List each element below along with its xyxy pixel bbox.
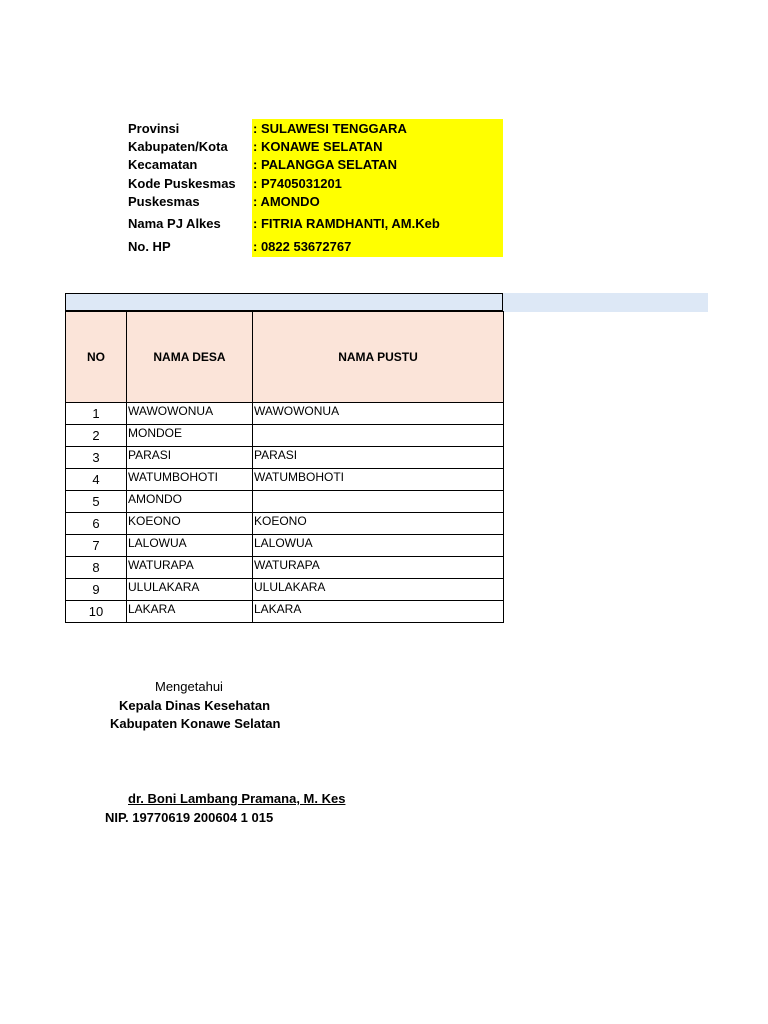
table-band: [65, 293, 503, 311]
cell-pustu: LAKARA: [253, 601, 504, 623]
info-value-provinsi: : SULAWESI TENGGARA: [253, 121, 407, 136]
cell-pustu: WAWOWONUA: [253, 403, 504, 425]
village-table: [65, 311, 504, 623]
cell-desa: KOEONO: [127, 513, 253, 535]
signatory-name: dr. Boni Lambang Pramana, M. Kes: [128, 791, 346, 806]
cell-no: 3: [66, 447, 127, 469]
header-nama-pustu: NAMA PUSTU: [253, 312, 504, 403]
table-row: [66, 513, 504, 535]
info-label-pj-alkes: Nama PJ Alkes: [128, 216, 221, 231]
cell-pustu: WATUMBOHOTI: [253, 469, 504, 491]
cell-no: 6: [66, 513, 127, 535]
info-label-no-hp: No. HP: [128, 239, 171, 254]
cell-no: 7: [66, 535, 127, 557]
cell-no: 9: [66, 579, 127, 601]
cell-no: 2: [66, 425, 127, 447]
table-row: [66, 469, 504, 491]
cell-pustu: PARASI: [253, 447, 504, 469]
table-row: [66, 447, 504, 469]
cell-no: 1: [66, 403, 127, 425]
cell-desa: LAKARA: [127, 601, 253, 623]
table-row: [66, 535, 504, 557]
signatory-nip: NIP. 19770619 200604 1 015: [105, 810, 274, 825]
cell-desa: LALOWUA: [127, 535, 253, 557]
cell-desa: PARASI: [127, 447, 253, 469]
cell-pustu: LALOWUA: [253, 535, 504, 557]
info-value-pj-alkes: : FITRIA RAMDHANTI, AM.Keb: [253, 216, 440, 231]
header-no: NO: [66, 312, 127, 403]
cell-desa: WAWOWONUA: [127, 403, 253, 425]
table-header-row: [66, 312, 504, 403]
signatory-title-2: Kabupaten Konawe Selatan: [110, 716, 281, 731]
header-nama-desa: NAMA DESA: [127, 312, 253, 403]
info-value-kabupaten: : KONAWE SELATAN: [253, 139, 383, 154]
cell-pustu: WATURAPA: [253, 557, 504, 579]
info-label-puskesmas: Puskesmas: [128, 194, 200, 209]
cell-desa: WATUMBOHOTI: [127, 469, 253, 491]
mengetahui-text: Mengetahui: [155, 679, 223, 694]
cell-no: 4: [66, 469, 127, 491]
cell-desa: AMONDO: [127, 491, 253, 513]
table-row: [66, 403, 504, 425]
cell-no: 10: [66, 601, 127, 623]
info-value-puskesmas: : AMONDO: [253, 194, 320, 209]
cell-desa: ULULAKARA: [127, 579, 253, 601]
cell-no: 8: [66, 557, 127, 579]
cell-pustu: ULULAKARA: [253, 579, 504, 601]
info-label-kecamatan: Kecamatan: [128, 157, 198, 172]
band-strip: [503, 293, 708, 312]
signatory-title-1: Kepala Dinas Kesehatan: [119, 698, 271, 713]
table-row: [66, 491, 504, 513]
table-row: [66, 425, 504, 447]
info-label-provinsi: Provinsi: [128, 121, 180, 136]
info-value-kecamatan: : PALANGGA SELATAN: [253, 157, 397, 172]
table-row: [66, 557, 504, 579]
info-label-kabupaten: Kabupaten/Kota: [128, 139, 228, 154]
cell-pustu: [253, 425, 504, 447]
info-value-kode-puskesmas: : P7405031201: [253, 176, 342, 191]
table-row: [66, 579, 504, 601]
cell-desa: WATURAPA: [127, 557, 253, 579]
info-label-kode-puskesmas: Kode Puskesmas: [128, 176, 236, 191]
cell-pustu: KOEONO: [253, 513, 504, 535]
table-row: [66, 601, 504, 623]
info-value-no-hp: : 0822 53672767: [253, 239, 352, 254]
cell-no: 5: [66, 491, 127, 513]
cell-desa: MONDOE: [127, 425, 253, 447]
cell-pustu: [253, 491, 504, 513]
